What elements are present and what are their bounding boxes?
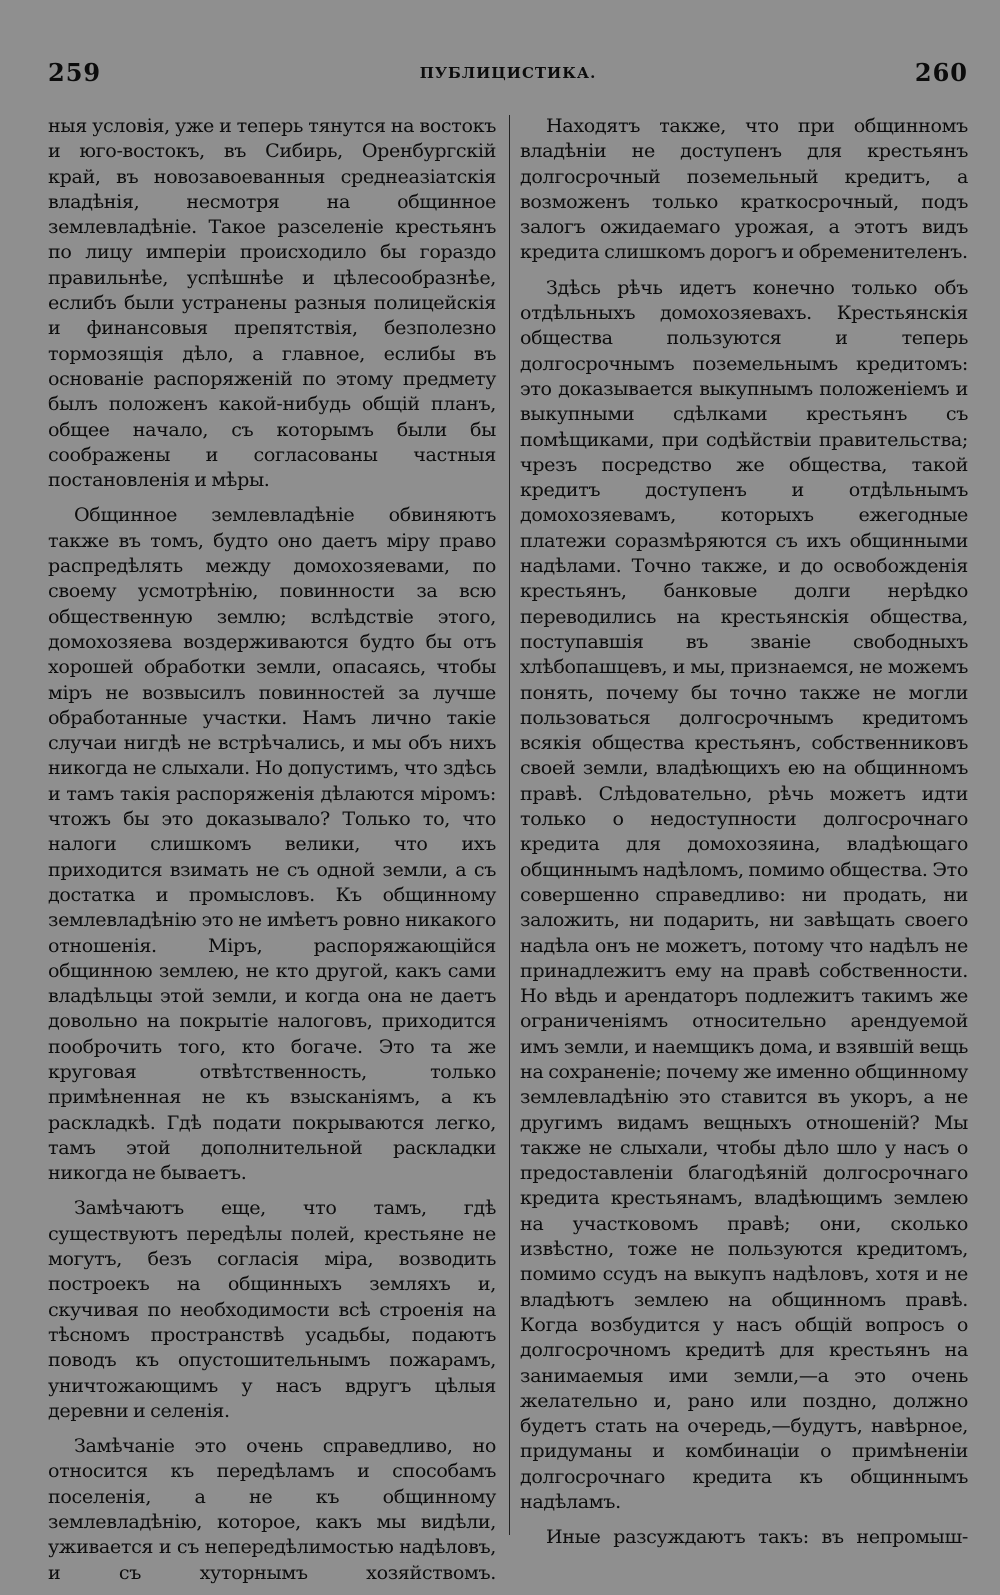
left-column [48,113,496,1595]
page-number-left: 259 [48,58,102,87]
paragraph: Общинное землевладѣніе обвиняютъ также въ томъ, будто оно даетъ міру право распредѣлять между домохозяевами, по своему усмотрѣнію, повинности за всю общественную землю; вслѣдствіе этого, домохозяева воздерживаются будто бы отъ хорошей обработки земли, опасаясь, чтобы міръ не возвысилъ повинностей за лучше обработанные участки. Намъ лично такіе случаи нигдѣ не встрѣчались, и мы объ нихъ никогда не слыхали. Но допустимъ, что здѣсь и тамъ такія распоряженія дѣлаются міромъ: чтожъ бы это доказывало? Только то, что налоги слишкомъ велики, что ихъ приходится взимать не съ одной земли, а съ достатка и промысловъ. Къ общинному землевладѣнію это не имѣетъ ровно никакого отношенія. Міръ, распоряжающійся общинною землею, не кто другой, какъ сами владѣльцы этой земли, и когда она не даетъ довольно на покрытіе налоговъ, приходится пооброчить того, кто богаче. Это та же круговая отвѣтственность, только примѣненная не къ взысканіямъ, а къ раскладкѣ. Гдѣ подати покрываются легко, тамъ этой дополнительной раскладки никогда не бываетъ. [48,503,496,1185]
paragraph: Здѣсь рѣчь идетъ конечно только объ отдѣльныхъ домохозяевахъ. Крестьянскія общества пользуются и теперь долгосрочнымъ поземельнымъ кредитомъ: это доказывается выкупнымъ положеніемъ и выкупными сдѣлками крестьянъ съ помѣщиками, при содѣйствіи правительства; чрезъ посредство же общества, такой кредитъ доступенъ и отдѣльнымъ домохозяевамъ, которыхъ ежегодные платежи соразмѣряются съ ихъ общинными надѣлами. Точно также, и до освобожденія крестьянъ, банковые долги нерѣдко переводились на крестьянскія общества, поступавшія въ званіе свободныхъ хлѣбопашцевъ, и мы, признаемся, не можемъ понять, почему бы точно также не могли пользоваться долгосрочнымъ кредитомъ всякія общества крестьянъ, собственниковъ своей земли, владѣющихъ ею на общинномъ правѣ. Слѣдовательно, рѣчь можетъ идти только о недоступности долгосрочнаго кредита для домохозяина, владѣющаго общиннымъ надѣломъ, помимо общества. Это совершенно справедливо: ни продать, ни заложить, ни подарить, ни завѣщать своего надѣла онъ не можетъ, потому что надѣлъ не принадлежитъ ему на правѣ собственности. Но вѣдь и арендаторъ подлежитъ такимъ же ограниченіямъ относительно арендуемой имъ земли, и наемщикъ дома, и взявшій вещь на сохраненіе; почему же именно общинному землевладѣнію это ставится въ укоръ, а не другимъ видамъ вещныхъ отношеній? Мы также не слыхали, чтобы дѣло шло у насъ о предоставленіи благодѣяній долгосрочнаго кредита крестьянамъ, владѣющимъ землею на участковомъ правѣ; они, сколько извѣстно, тоже не пользуются кредитомъ, помимо ссудъ на выкупъ надѣловъ, хотя и не владѣютъ землею на общинномъ правѣ. Когда возбудится у насъ общій вопросъ о долгосрочномъ кредитѣ для крестьянъ на занимаемыя ими земли,—а это очень желательно и, рано или поздно, должно будетъ стать на очередь,—будутъ, навѣрное, придуманы и комбинаціи о примѣненіи долгосрочнаго кредита къ общиннымъ надѣламъ. [520,275,968,1514]
paragraph: Находятъ также, что при общинномъ владѣніи не доступенъ для крестьянъ долгосрочный поземельный кредитъ, а возможенъ только краткосрочный, подъ залогъ ожидаемаго урожая, а этотъ видъ кредита слишкомъ дорогъ и обременителенъ. [520,114,968,264]
paragraph: Иные разсуждаютъ такъ: въ непромыш- [546,1525,968,1549]
column-divider [509,115,510,1535]
running-title: ПУБЛИЦИСТИКА. [419,64,597,82]
page-header [48,58,968,94]
page-number-right: 260 [914,58,968,87]
right-column [520,113,968,1560]
paragraph: Замѣчаютъ еще, что тамъ, гдѣ существуютъ передѣлы полей, крестьяне не могутъ, безъ согласія міра, возводить построекъ на общинныхъ земляхъ и, скучивая по необходимости всѣ строенія на тѣсномъ пространствѣ усадьбы, подаютъ поводъ къ опустошительнымъ пожарамъ, уничтожающимъ у насъ вдругъ цѣлыя деревни и селенія. [48,1196,496,1422]
paragraph: ныя условія, уже и теперь тянутся на востокъ и юго-востокъ, въ Сибирь, Оренбургскій край, въ новозавоеванныя среднеазіатскія владѣнія, несмотря на общинное землевладѣніе. Такое разселеніе крестьянъ по лицу имперіи происходило бы гораздо правильнѣе, успѣшнѣе и цѣлесообразнѣе, еслибъ были устранены разныя полицейскія и финансовыя препятствія, безполезно тормозящія дѣло, а главное, еслибы въ основаніе распоряженій по этому предмету былъ положенъ какой-нибудь общій планъ, общее начало, съ которымъ были бы соображены и согласованы частныя постановленія и мѣры. [48,114,496,492]
paragraph: Замѣчаніе это очень справедливо, но относится къ передѣламъ и способамъ поселенія, а не къ общинному землевладѣнію, которое, какъ мы видѣли, уживается и съ непередѣлимостью надѣловъ, и съ хуторнымъ хозяйствомъ. [48,1434,496,1584]
